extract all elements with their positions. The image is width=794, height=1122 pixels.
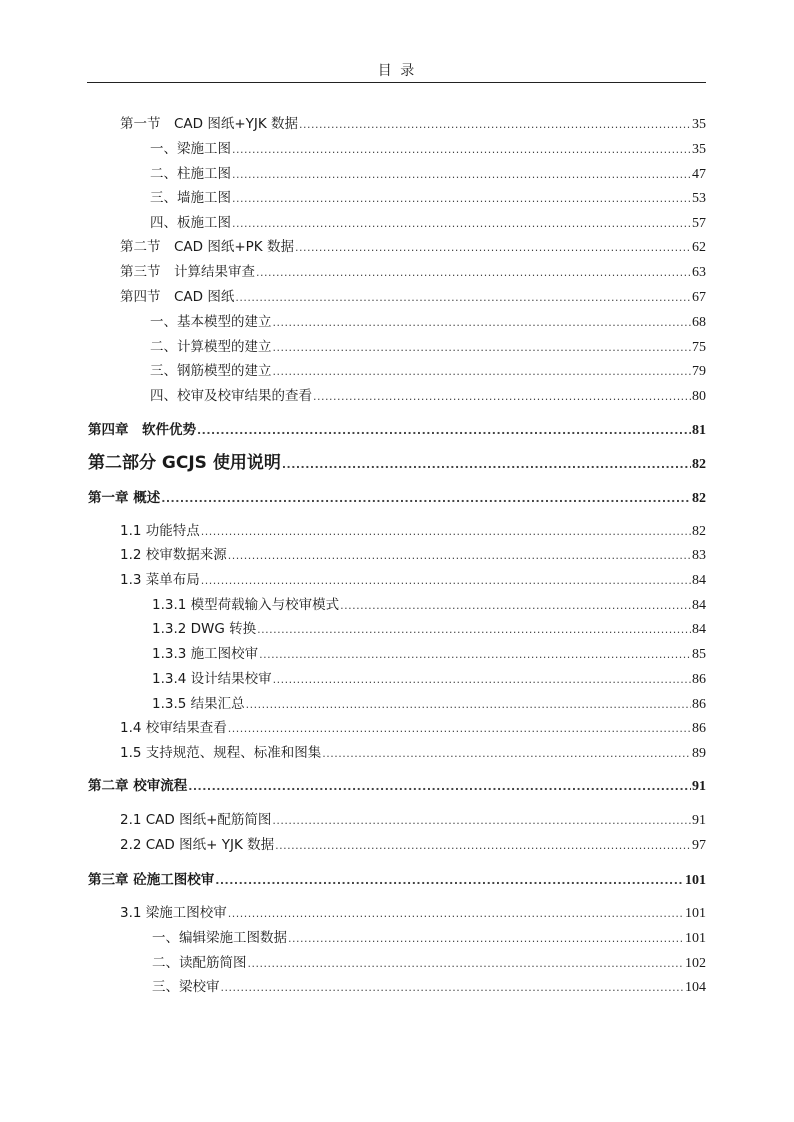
toc-entry-label: 1.3.5 结果汇总	[152, 696, 245, 712]
toc-entry[interactable]	[152, 929, 706, 948]
toc-leader-dots	[259, 646, 691, 664]
toc-page-number: 35	[692, 142, 706, 157]
toc-leader-dots	[257, 621, 691, 639]
toc-entry[interactable]	[150, 313, 706, 332]
toc-entry-label: 1.3.1 模型荷载输入与校审模式	[152, 597, 340, 613]
toc-leader-dots	[232, 215, 691, 233]
toc-entry-label: 三、梁校审	[152, 979, 220, 995]
toc-entry[interactable]	[120, 904, 706, 923]
toc-entry[interactable]	[120, 263, 706, 282]
toc-page-number: 81	[692, 423, 706, 438]
toc-entry-label: 四、板施工图	[150, 215, 231, 231]
toc-entry[interactable]	[152, 695, 706, 714]
toc-leader-dots	[299, 116, 691, 134]
toc-leader-dots	[235, 289, 691, 307]
toc-leader-dots	[232, 166, 691, 184]
toc-entry-label: 1.3.3 施工图校审	[152, 646, 259, 662]
toc-page-number: 53	[692, 191, 706, 206]
toc-entry-label: 2.1 CAD 图纸+配筋简图	[120, 812, 272, 828]
toc-entry-label: 第三节 计算结果审查	[120, 264, 255, 280]
toc-entry[interactable]	[88, 421, 706, 440]
toc-leader-dots	[272, 812, 691, 830]
toc-page-number: 47	[692, 167, 706, 182]
toc-page-number: 101	[685, 906, 706, 921]
toc-page-number: 86	[692, 721, 706, 736]
toc-entry-label: 1.3 菜单布局	[120, 572, 200, 588]
toc-leader-dots	[313, 388, 691, 406]
toc-entry[interactable]	[152, 978, 706, 997]
toc-entry[interactable]	[88, 489, 706, 508]
toc-entry-label: 第一节 CAD 图纸+YJK 数据	[120, 116, 299, 132]
toc-page-number: 35	[692, 117, 706, 132]
toc-leader-dots	[215, 872, 684, 890]
toc-page-number: 80	[692, 389, 706, 404]
toc-page-number: 57	[692, 216, 706, 231]
toc-entry-label: 第四章 软件优势	[88, 422, 196, 438]
toc-entry[interactable]	[150, 338, 706, 357]
toc-entry[interactable]	[88, 871, 706, 890]
toc-page-number: 86	[692, 672, 706, 687]
toc-page-number: 63	[692, 265, 706, 280]
toc-entry-label: 1.4 校审结果查看	[120, 720, 227, 736]
toc-entry-label: 第二章 校审流程	[88, 778, 188, 794]
page-header-title: 目 录	[377, 63, 417, 79]
toc-page-number: 82	[692, 457, 706, 472]
toc-entry-label: 1.3.2 DWG 转换	[152, 621, 257, 637]
toc-entry[interactable]	[120, 744, 706, 763]
toc-entry[interactable]	[120, 288, 706, 307]
toc-entry-label: 一、编辑梁施工图数据	[152, 930, 287, 946]
toc-leader-dots	[228, 905, 684, 923]
toc-entry[interactable]	[88, 777, 706, 796]
toc-leader-dots	[201, 523, 691, 541]
toc-page-number: 84	[692, 598, 706, 613]
toc-page-number: 86	[692, 697, 706, 712]
toc-leader-dots	[197, 422, 691, 440]
toc-entry-label: 二、读配筋简图	[152, 955, 247, 971]
toc-page-number: 75	[692, 340, 706, 355]
toc-entry[interactable]	[150, 214, 706, 233]
toc-leader-dots	[188, 778, 691, 796]
toc-entry[interactable]	[120, 238, 706, 257]
toc-entry-label: 第三章 砼施工图校审	[88, 872, 215, 888]
toc-leader-dots	[161, 490, 691, 508]
toc-leader-dots	[256, 264, 691, 282]
toc-page-number: 91	[692, 813, 706, 828]
toc-entry[interactable]	[150, 387, 706, 406]
toc-page-number: 62	[692, 240, 706, 255]
toc-page-number: 79	[692, 364, 706, 379]
toc-entry[interactable]	[120, 811, 706, 830]
toc-leader-dots	[295, 239, 691, 257]
toc-entry-label: 一、基本模型的建立	[150, 314, 272, 330]
toc-entry-label: 2.2 CAD 图纸+ YJK 数据	[120, 837, 275, 853]
toc-entry-label: 1.2 校审数据来源	[120, 547, 227, 563]
toc-entry-label: 三、墙施工图	[150, 190, 231, 206]
toc-leader-dots	[246, 696, 691, 714]
toc-entry-label: 第四节 CAD 图纸	[120, 289, 235, 305]
toc-entry[interactable]	[152, 645, 706, 664]
toc-entry-label: 四、校审及校审结果的查看	[150, 388, 312, 404]
toc-entry-label: 三、钢筋模型的建立	[150, 363, 272, 379]
toc-entry-label: 1.3.4 设计结果校审	[152, 671, 272, 687]
toc-page-number: 67	[692, 290, 706, 305]
toc-leader-dots	[232, 141, 691, 159]
toc-leader-dots	[288, 930, 684, 948]
toc-page-number: 102	[685, 956, 706, 971]
toc-entry[interactable]	[120, 522, 706, 541]
toc-page-number: 82	[692, 524, 706, 539]
toc-entry[interactable]	[120, 719, 706, 738]
toc-entry-label: 第二节 CAD 图纸+PK 数据	[120, 239, 294, 255]
toc-page-number: 97	[692, 838, 706, 853]
toc-leader-dots	[273, 671, 691, 689]
toc-leader-dots	[340, 597, 691, 615]
toc-entry[interactable]	[150, 165, 706, 184]
toc-entry[interactable]	[120, 115, 706, 134]
toc-entry[interactable]	[120, 836, 706, 855]
toc-entry-label: 1.1 功能特点	[120, 523, 200, 539]
toc-entry[interactable]	[88, 454, 706, 474]
toc-leader-dots	[248, 955, 685, 973]
toc-page-number: 82	[692, 491, 706, 506]
toc-page-number: 101	[685, 873, 706, 888]
toc-leader-dots	[275, 837, 691, 855]
toc-leader-dots	[273, 339, 692, 357]
toc-leader-dots	[322, 745, 691, 763]
toc-leader-dots	[273, 363, 692, 381]
toc-leader-dots	[273, 314, 692, 332]
toc-page-number: 89	[692, 746, 706, 761]
toc-entry-label: 二、柱施工图	[150, 166, 231, 182]
toc-leader-dots	[221, 979, 685, 997]
toc-entry-label: 3.1 梁施工图校审	[120, 905, 227, 921]
toc-entry[interactable]	[152, 670, 706, 689]
toc-page-number: 84	[692, 622, 706, 637]
toc-page-number: 84	[692, 573, 706, 588]
toc-page-number: 91	[692, 779, 706, 794]
toc-leader-dots	[228, 547, 691, 565]
toc-leader-dots	[232, 190, 691, 208]
toc-entry-label: 第二部分 GCJS 使用说明	[88, 453, 281, 473]
toc-leader-dots	[228, 720, 691, 738]
toc-page-number: 85	[692, 647, 706, 662]
toc-page-number: 104	[685, 980, 706, 995]
toc-entry-label: 二、计算模型的建立	[150, 339, 272, 355]
toc-entry[interactable]	[152, 954, 706, 973]
toc-leader-dots	[201, 572, 691, 590]
toc-entry[interactable]	[120, 571, 706, 590]
toc-leader-dots	[282, 456, 691, 474]
toc-page-number: 101	[685, 931, 706, 946]
toc-entry[interactable]	[150, 362, 706, 381]
toc-entry[interactable]	[150, 189, 706, 208]
toc-entry[interactable]	[152, 596, 706, 615]
toc-entry[interactable]	[152, 620, 706, 639]
header-rule	[87, 82, 706, 83]
toc-page-number: 68	[692, 315, 706, 330]
toc-entry-label: 第一章 概述	[88, 490, 161, 506]
toc-entry-label: 一、梁施工图	[150, 141, 231, 157]
toc-page-number: 83	[692, 548, 706, 563]
toc-entry[interactable]	[150, 140, 706, 159]
toc-entry-label: 1.5 支持规范、规程、标准和图集	[120, 745, 322, 761]
toc-entry[interactable]	[120, 546, 706, 565]
